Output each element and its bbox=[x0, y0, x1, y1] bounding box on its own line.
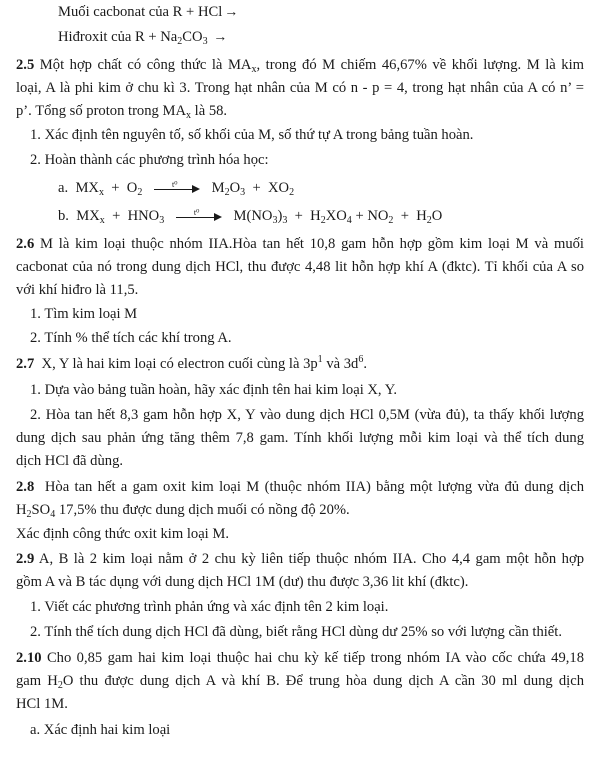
superscript: 1 bbox=[317, 354, 323, 365]
text: , trong đó M chiếm 46,67% về khối lượng. M là kim bbox=[256, 57, 584, 73]
text: Hiđroxit của R + Na bbox=[58, 29, 178, 45]
text: và 3d bbox=[322, 356, 359, 372]
problem-2-6-q1 bbox=[30, 304, 600, 324]
equation-b: b. $MX_x + HNO_3$ t⁰ $M(NO_3)_3 + H_2XO_4 + NO_2 + H_2O$ bbox=[58, 206, 600, 226]
problem-2-10-line-3 bbox=[16, 694, 600, 714]
problem-number: 2.8 bbox=[16, 479, 35, 495]
label: a. bbox=[58, 180, 69, 196]
problem-2-7-q2-line-2 bbox=[16, 428, 584, 448]
text: 2. Hoàn thành các phương trình hóa học: bbox=[30, 152, 269, 168]
text: X, Y là hai kim loại có electron cuối cùng là 3p bbox=[41, 356, 318, 372]
text: 2. Tính thể tích dung dịch HCl đã dùng, biết rằng HCl dùng dư 25% so với lượng cần thiết. bbox=[30, 624, 562, 640]
text: Xác định công thức oxit kim loại M. bbox=[16, 526, 229, 542]
text: 1. Tìm kim loại M bbox=[30, 306, 138, 322]
problem-2-8-line-3 bbox=[16, 524, 600, 544]
problem-2-9-line-1 bbox=[16, 549, 584, 569]
problem-2-5-q2 bbox=[30, 150, 600, 170]
problem-2-9-q2 bbox=[30, 622, 600, 642]
problem-2-9-line-2 bbox=[16, 572, 600, 592]
problem-2-9-q1 bbox=[30, 597, 600, 617]
problem-2-5-line-3: p’. Tổng số proton trong $MA_x$ là 58. bbox=[16, 103, 228, 121]
superscript: 6 bbox=[358, 354, 364, 365]
problem-2-5-line-2 bbox=[16, 78, 584, 98]
problem-2-5-q1 bbox=[30, 125, 600, 145]
text: 17,5% thu được dung dịch muối có nồng độ 20%. bbox=[55, 502, 350, 518]
text: . bbox=[363, 356, 367, 372]
problem-2-8-line-1 bbox=[16, 477, 584, 497]
problem-number: 2.7 bbox=[16, 356, 35, 372]
reaction-line-1 bbox=[58, 2, 600, 23]
problem-2-6-line-3 bbox=[16, 280, 600, 300]
text: dung dịch sau phản ứng tăng thêm 7,8 gam. Tính khối lượng mỗi kim loại và thể tích dung bbox=[16, 430, 584, 446]
problem-number: 2.9 bbox=[16, 551, 35, 567]
problem-2-6-q2 bbox=[30, 328, 600, 348]
arrow-label: t⁰ bbox=[193, 207, 200, 217]
text: Một hợp chất có công thức là MA bbox=[39, 57, 252, 73]
label: b. bbox=[58, 208, 69, 224]
problem-number: 2.5 bbox=[16, 57, 35, 73]
problem-2-7-q2-line-3 bbox=[16, 451, 600, 471]
text: O thu được dung dịch A và khí B. Để trung hòa dung dịch A cần 30 ml dung dịch bbox=[62, 673, 584, 689]
problem-number: 2.6 bbox=[16, 236, 35, 252]
arrow-icon: → bbox=[224, 5, 239, 20]
reaction-line-2: Hiđroxit của $R + Na_2CO_3$ → bbox=[58, 29, 228, 47]
problem-2-10-line-1 bbox=[16, 648, 584, 668]
problem-2-5-line-1: 2.5 Một hợp chất có công thức là $MA_x$, trong đó M chiếm 46,67% về khối lượng. M là kim bbox=[16, 57, 584, 75]
problem-2-6-line-2 bbox=[16, 257, 584, 277]
equation-a: a. $MX_x + O_2$ t⁰ $M_2O_3 + XO_2$ bbox=[58, 178, 600, 198]
problem-2-7-q2-line-1 bbox=[30, 405, 584, 425]
reaction-arrow-icon bbox=[176, 207, 222, 223]
text: là 58. bbox=[191, 103, 228, 119]
arrow-icon: → bbox=[213, 30, 228, 45]
text: p’. Tổng số proton trong MA bbox=[16, 103, 186, 119]
text: Muối cacbonat của R + HCl bbox=[58, 4, 223, 20]
problem-2-8-line-2: $H_2SO_4$ 17,5% thu được dung dịch muối có nồng độ 20%. bbox=[16, 502, 350, 520]
text: Hòa tan hết a gam oxit kim loại M (thuộc nhóm IIA) bằng một lượng vừa đủ dung dịch bbox=[44, 479, 585, 495]
text: dịch HCl đã dùng. bbox=[16, 453, 124, 469]
problem-number: 2.10 bbox=[16, 650, 42, 666]
text: a. Xác định hai kim loại bbox=[30, 722, 171, 738]
text: cacbonat của nó trong dung dịch HCl, thu được 4,48 lit hỗn hợp khí A (đktc). Tỉ khối của A so bbox=[16, 259, 584, 275]
problem-2-7-line-1 bbox=[16, 354, 600, 374]
text: HCl 1M. bbox=[16, 696, 68, 712]
text: Cho 0,85 gam hai kim loại thuộc hai chu kỳ kế tiếp trong nhóm IA vào cốc chứa 49,18 bbox=[46, 650, 584, 666]
text: 1. Dựa vào bảng tuần hoàn, hãy xác định tên hai kim loại X, Y. bbox=[30, 382, 397, 398]
problem-2-10-line-2: gam $H_2O$ thu được dung dịch A và khí B. Để trung hòa dung dịch A cần 30 ml dung dịch bbox=[16, 673, 584, 691]
text: 1. Viết các phương trình phản ứng và xác định tên 2 kim loại. bbox=[30, 599, 389, 615]
text: 1. Xác định tên nguyên tố, số khối của M, số thứ tự A trong bảng tuần hoàn. bbox=[30, 127, 474, 143]
reaction-arrow-icon bbox=[154, 179, 200, 195]
text: loại, A là phi kim ở chu kì 3. Trong hạt nhân của M có n - p = 4, trong hạt nhân của A có n’ = bbox=[16, 80, 584, 96]
text: gồm A và B tác dụng với dung dịch HCl 1M (dư) thu được 3,36 lit khí (đktc). bbox=[16, 574, 469, 590]
problem-2-6-line-1 bbox=[16, 234, 584, 254]
problem-2-7-q1 bbox=[30, 380, 600, 400]
text: với khí hiđro là 11,5. bbox=[16, 282, 139, 298]
text: 2. Tính % thể tích các khí trong A. bbox=[30, 330, 232, 346]
text: gam H bbox=[16, 673, 58, 689]
text: M là kim loại thuộc nhóm IIA.Hòa tan hết 10,8 gam hỗn hợp gồm kim loại M và muối bbox=[40, 236, 584, 252]
text: 2. Hòa tan hết 8,3 gam hỗn hợp X, Y vào dung dịch HCl 0,5M (vừa đủ), ta thấy khối lượng bbox=[30, 407, 584, 423]
text: A, B là 2 kim loại nằm ở 2 chu kỳ liên tiếp thuộc nhóm IIA. Cho 4,4 gam một hỗn hợp bbox=[38, 551, 584, 567]
problem-2-10-q-a bbox=[30, 720, 600, 740]
arrow-label: t⁰ bbox=[171, 179, 178, 189]
